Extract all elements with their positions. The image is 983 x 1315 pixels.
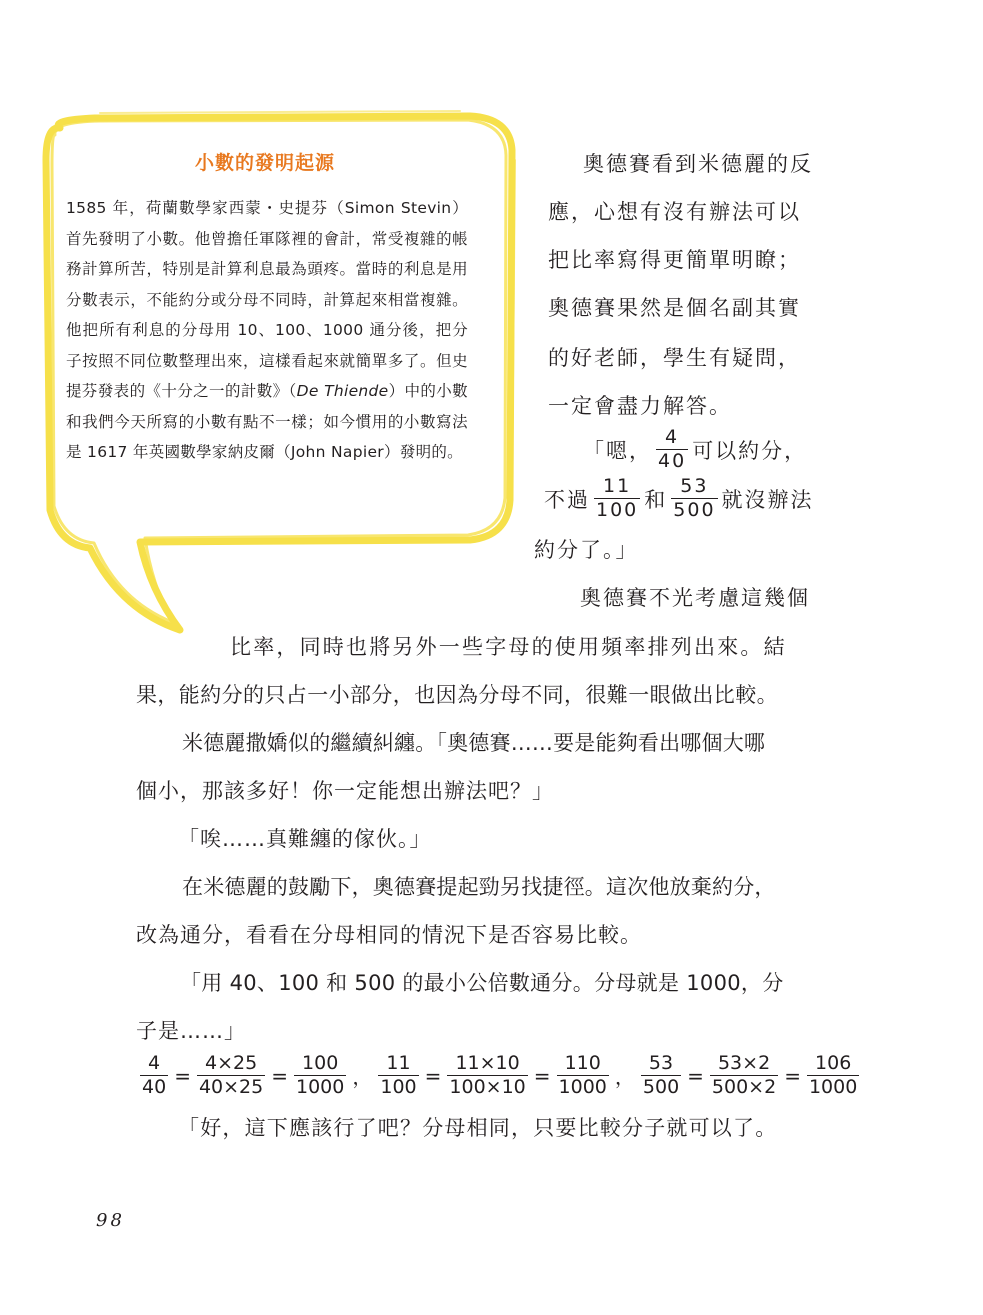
body-line-8: 「用 40、100 和 500 的最小公倍數通分。分母就是 1000，分 [180, 971, 784, 995]
denominator: 100 [596, 499, 639, 521]
fraction [378, 1054, 418, 1097]
fraction [197, 1054, 265, 1097]
right-line-10: 奧德賽不光考慮這幾個 [580, 586, 810, 610]
fraction [641, 1054, 681, 1097]
box-title: 小數的發明起源 [194, 152, 335, 174]
comma: ， [614, 1065, 635, 1089]
numerator: 4 [140, 1054, 168, 1076]
body-line-10: 「好，這下應該行了吧？分母相同，只要比較分子就可以了。 [178, 1116, 778, 1140]
box-paragraph [66, 193, 468, 468]
fraction [447, 1054, 527, 1097]
body-line-4: 個小，那該多好！你一定能想出辦法吧？」 [136, 779, 554, 803]
denominator: 500 [642, 1076, 680, 1098]
box-text-end: ）中的小數和我們今天所寫的小數有點不一樣；如今慣用的小數寫法是 1617 年英國數學家納皮爾（John Napier）發明的。 [66, 382, 468, 461]
numerator: 106 [807, 1054, 859, 1076]
equals-sign: = [533, 1063, 551, 1088]
text-segment: 和 [644, 487, 668, 512]
page-number: 98 [96, 1210, 125, 1231]
denominator: 40 [658, 450, 687, 472]
body-line-6: 在米德麗的鼓勵下，奧德賽提起勁另找捷徑。這次他放棄約分， [182, 875, 776, 899]
numerator: 11×10 [447, 1054, 527, 1076]
right-line-1: 奧德賽看到米德麗的反 [583, 152, 813, 176]
numerator: 110 [557, 1054, 609, 1076]
denominator: 500×2 [711, 1076, 777, 1098]
text-segment: 不過 [544, 487, 590, 512]
box-body [66, 193, 468, 468]
numerator: 4×25 [197, 1054, 265, 1076]
right-line-7 [583, 428, 807, 471]
box-text: 1585 年，荷蘭數學家西蒙・史提芬（Simon Stevin）首先發明了小數。他曾擔任軍隊裡的會計，常受複雜的帳務計算所苦，特別是計算利息最為頭疼。當時的利息是用分數表示，不能約分或分母不同時，計算起來相當複雜。他把所有利息的分母用 10、100、1000 通分後，把分子按照不同位數整理出來，這樣看起來就簡單多了。但史提芬發表的《十分之一的計數》（ [66, 199, 468, 400]
comma: ， [352, 1065, 373, 1089]
right-line-9: 約分了。」 [534, 538, 639, 562]
book-title-italic: De Thiende [296, 382, 389, 400]
right-line-8 [544, 477, 814, 520]
text-segment: 「嗯， [583, 438, 652, 463]
equals-sign: = [687, 1063, 704, 1088]
equals-sign: = [424, 1063, 442, 1088]
denominator: 1000 [296, 1076, 345, 1098]
numerator: 11 [378, 1054, 418, 1076]
fraction-11-100 [594, 477, 640, 520]
equation-row [136, 1052, 858, 1098]
right-line-2: 應，心想有沒有辦法可以 [548, 200, 801, 224]
body-line-5: 「唉……真難纏的傢伙。」 [178, 827, 432, 851]
body-line-9: 子是……」 [136, 1019, 246, 1043]
fraction [807, 1054, 859, 1097]
numerator: 53×2 [710, 1054, 778, 1076]
denominator: 1000 [558, 1076, 607, 1098]
equals-sign: = [784, 1063, 801, 1088]
denominator: 40 [142, 1076, 167, 1098]
body-line-1: 比率，同時也將另外一些字母的使用頻率排列出來。結 [230, 635, 787, 659]
fraction-53-500 [671, 477, 717, 520]
numerator: 100 [294, 1054, 346, 1076]
text-segment: 就沒辦法 [721, 487, 814, 512]
numerator: 53 [671, 477, 717, 499]
fraction [557, 1054, 609, 1097]
denominator: 500 [673, 499, 716, 521]
fraction [294, 1054, 346, 1097]
body-line-2: 果，能約分的只占一小部分，也因為分母不同，很難一眼做出比較。 [136, 683, 778, 707]
numerator: 11 [594, 477, 640, 499]
text-segment: 可以約分， [692, 438, 808, 463]
numerator: 4 [656, 428, 688, 450]
denominator: 100×10 [449, 1076, 526, 1098]
body-line-3: 米德麗撒嬌似的繼續糾纏。「奧德賽……要是能夠看出哪個大哪 [182, 731, 766, 755]
equals-sign: = [271, 1063, 288, 1088]
fraction-4-40 [656, 428, 688, 471]
denominator: 1000 [808, 1076, 858, 1098]
fraction [140, 1054, 168, 1097]
right-line-4: 奧德賽果然是個名副其實 [548, 296, 801, 320]
right-line-6: 一定會盡力解答。 [548, 394, 732, 418]
fraction [710, 1054, 778, 1097]
body-line-7: 改為通分，看看在分母相同的情況下是否容易比較。 [136, 923, 642, 947]
right-line-5: 的好老師，學生有疑問， [548, 346, 801, 370]
right-line-3: 把比率寫得更簡單明瞭； [548, 248, 801, 272]
denominator: 100 [380, 1076, 417, 1098]
numerator: 53 [641, 1054, 681, 1076]
denominator: 40×25 [198, 1076, 264, 1098]
equals-sign: = [174, 1063, 191, 1088]
